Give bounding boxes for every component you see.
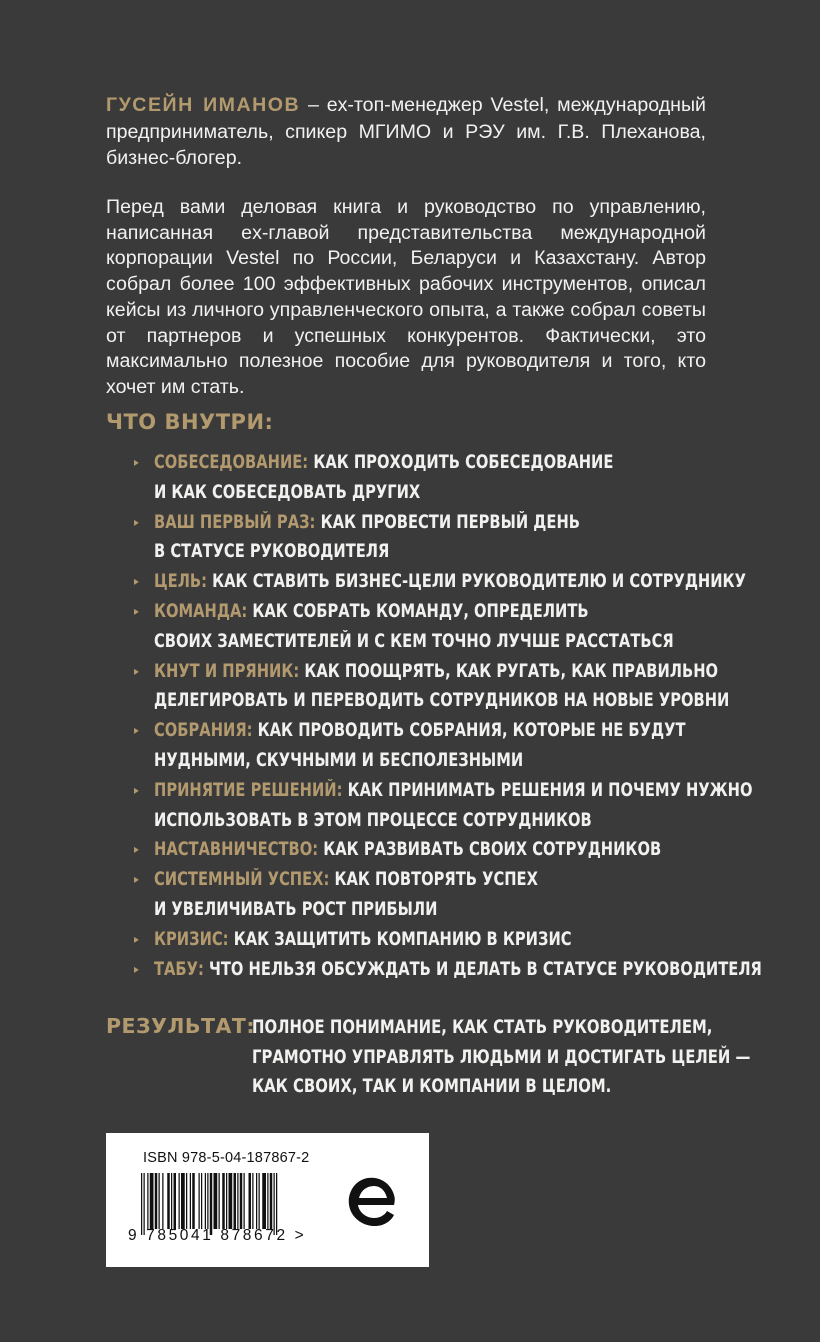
contents-item: [134, 835, 730, 865]
bullet-icon: ▸: [134, 842, 139, 857]
bullet-icon: ▸: [134, 931, 139, 946]
barcode-bar: [234, 1173, 237, 1229]
author-name: ГУСЕЙН ИМАНОВ: [106, 94, 301, 116]
barcode-bar: [219, 1173, 220, 1229]
barcode-bar: [201, 1173, 202, 1229]
contents-item: [134, 448, 730, 478]
bullet-icon: ▸: [134, 663, 139, 678]
item-description: КАК СОБРАТЬ КОМАНДУ, ОПРЕДЕЛИТЬ: [252, 600, 589, 622]
barcode-bar: [171, 1173, 172, 1229]
author-intro: [106, 92, 706, 172]
contents-item: [134, 865, 730, 895]
barcode-bar: [162, 1173, 163, 1229]
item-description: В СТАТУСЕ РУКОВОДИТЕЛЯ: [154, 541, 390, 563]
item-description: И УВЕЛИЧИВАТЬ РОСТ ПРИБЫЛИ: [154, 898, 438, 920]
item-description: КАК РАЗВИВАТЬ СВОИХ СОТРУДНИКОВ: [323, 839, 662, 861]
barcode-box: [106, 1133, 429, 1267]
contents-item-continuation: [134, 895, 730, 925]
item-description: ИСПОЛЬЗОВАТЬ В ЭТОМ ПРОЦЕССЕ СОТРУДНИКОВ: [154, 809, 592, 831]
barcode-bar: [229, 1173, 233, 1229]
bullet-icon: ▸: [134, 723, 139, 738]
barcode-bar: [159, 1173, 160, 1229]
item-description: НУДНЫМИ, СКУЧНЫМИ И БЕСПОЛЕЗНЫМИ: [154, 749, 524, 771]
item-description: КАК ПРОХОДИТЬ СОБЕСЕДОВАНИЕ: [313, 452, 614, 473]
barcode-bar: [150, 1173, 154, 1229]
contents-item-continuation: [134, 686, 730, 716]
item-description: ЧТО НЕЛЬЗЯ ОБСУЖДАТЬ И ДЕЛАТЬ В СТАТУСЕ РУКОВОДИТЕЛЯ: [208, 958, 762, 980]
result-line: КАК СВОИХ, ТАК И КОМПАНИИ В ЦЕЛОМ.: [252, 1076, 612, 1098]
contents-item-continuation: [134, 537, 730, 567]
contents-item: [134, 925, 730, 955]
barcode-bar: [240, 1173, 243, 1229]
barcode-bar: [274, 1173, 275, 1235]
barcode-bar: [181, 1173, 185, 1229]
item-label: СОБРАНИЯ:: [154, 720, 258, 742]
barcode-bar: [186, 1173, 187, 1229]
contents-item: [134, 716, 730, 746]
barcode-bar: [237, 1173, 238, 1229]
item-description: И КАК СОБЕСЕДОВАТЬ ДРУГИХ: [154, 481, 421, 503]
barcode-bar: [210, 1173, 213, 1235]
barcode-bar: [249, 1173, 252, 1229]
contents-item-continuation: [134, 746, 730, 776]
item-description: КАК СТАВИТЬ БИЗНЕС-ЦЕЛИ РУКОВОДИТЕЛЮ И СОТРУДНИКУ: [212, 571, 746, 593]
bullet-icon: ▸: [134, 603, 139, 618]
barcode-bar: [144, 1173, 145, 1235]
contents-item: [134, 955, 762, 985]
result-line: ГРАМОТНО УПРАВЛЯТЬ ЛЮДЬМИ И ДОСТИГАТЬ ЦЕЛЕЙ —: [252, 1046, 751, 1068]
contents-item: [134, 776, 753, 806]
contents-item-continuation: [134, 627, 730, 657]
item-label: СИСТЕМНЫЙ УСПЕХ:: [154, 869, 335, 891]
barcode-bar: [262, 1173, 266, 1229]
contents-item: [134, 657, 730, 687]
item-description: КАК ПОВТОРЯТЬ УСПЕХ: [334, 869, 538, 891]
bullet-icon: ▸: [134, 872, 139, 887]
barcode-bar: [256, 1173, 257, 1229]
bullet-icon: ▸: [134, 782, 139, 797]
item-label: ТАБУ:: [154, 958, 209, 980]
eksmo-logo-icon: [342, 1171, 406, 1235]
bullet-icon: ▸: [134, 455, 139, 469]
result-line: ПОЛНОЕ ПОНИМАНИЕ, КАК СТАТЬ РУКОВОДИТЕЛЕМ,: [252, 1017, 713, 1038]
barcode-bar: [267, 1173, 268, 1229]
item-label: НАСТАВНИЧЕСТВО:: [154, 839, 324, 861]
barcode-digits: 9 785041 878672 >: [128, 1227, 307, 1244]
contents-item: [134, 567, 746, 597]
item-label: КНУТ И ПРЯНИК:: [154, 660, 305, 682]
item-description: КАК ПРИНИМАТЬ РЕШЕНИЯ И ПОЧЕМУ НУЖНО: [347, 779, 753, 801]
section-title: ЧТО ВНУТРИ:: [106, 410, 274, 434]
result-text: [252, 1013, 751, 1102]
barcode-bar: [226, 1173, 227, 1229]
contents-list: [134, 448, 762, 984]
barcode-bar: [190, 1173, 191, 1229]
item-description: ДЕЛЕГИРОВАТЬ И ПЕРЕВОДИТЬ СОТРУДНИКОВ НА НОВЫЕ УРОВНИ: [154, 690, 730, 712]
barcode-bar: [214, 1173, 218, 1229]
barcode-bar: [141, 1173, 142, 1235]
barcode-icon: [141, 1173, 327, 1235]
item-description: СВОИХ ЗАМЕСТИТЕЛЕЙ И С КЕМ ТОЧНО ЛУЧШЕ РАССТАТЬСЯ: [154, 630, 674, 652]
book-description: Перед вами деловая книга и руководство по управлению, написанная ex-главой представительства международной корпорации Vestel по России, Беларуси и Казахстану. Автор собрал более 100 эффективных рабочих инструментов, описал кейсы из личного управленческого опыта, а также собрал советы от партнеров и успешных конкурентов. Фактически, это максимально полезное пособие для руководителя и того, кто хочет им стать.: [106, 196, 706, 398]
bullet-icon: ▸: [134, 961, 139, 976]
contents-item: [134, 597, 730, 627]
barcode-bar: [179, 1173, 180, 1229]
barcode-bar: [276, 1173, 277, 1235]
barcode-bar: [270, 1173, 273, 1229]
barcode-bar: [167, 1173, 170, 1229]
isbn-label: ISBN 978-5-04-187867-2: [143, 1150, 310, 1166]
item-label: КРИЗИС:: [154, 928, 234, 950]
bullet-icon: ▸: [134, 574, 139, 589]
contents-item: [134, 508, 730, 538]
bullet-icon: ▸: [134, 514, 139, 529]
contents-item-continuation: [134, 478, 730, 508]
item-description: КАК ПРОВЕСТИ ПЕРВЫЙ ДЕНЬ: [320, 511, 580, 533]
barcode-bar: [222, 1173, 225, 1229]
contents-item-continuation: [134, 806, 730, 836]
barcode-bar: [244, 1173, 245, 1229]
item-description: КАК ПООЩРЯТЬ, КАК РУГАТЬ, КАК ПРАВИЛЬНО: [304, 660, 719, 682]
item-description: КАК ЗАЩИТИТЬ КОМПАНИЮ В КРИЗИС: [233, 928, 572, 950]
barcode-bar: [147, 1173, 148, 1229]
barcode-bar: [174, 1173, 177, 1229]
barcode-bar: [199, 1173, 200, 1229]
barcode-bar: [252, 1173, 253, 1229]
item-label: ПРИНЯТИЕ РЕШЕНИЙ:: [154, 779, 348, 801]
item-label: КОМАНДА:: [154, 600, 253, 622]
author-bio: – ex-топ-менеджер Vestel, международный предприниматель, спикер МГИМО и РЭУ им. Г.В. Плеханова, бизнес-блогер.: [106, 94, 706, 169]
barcode-bar: [259, 1173, 260, 1229]
barcode-bar: [192, 1173, 195, 1229]
item-label: ВАШ ПЕРВЫЙ РАЗ:: [154, 511, 321, 533]
item-label: ЦЕЛЬ:: [154, 571, 213, 593]
barcode-bar: [207, 1173, 208, 1229]
item-description: КАК ПРОВОДИТЬ СОБРАНИЯ, КОТОРЫЕ НЕ БУДУТ: [257, 720, 686, 742]
result-label: РЕЗУЛЬТАТ:: [106, 1014, 256, 1038]
barcode-bar: [205, 1173, 206, 1229]
item-label: СОБЕСЕДОВАНИЕ:: [154, 452, 314, 473]
barcode-bar: [155, 1173, 158, 1229]
